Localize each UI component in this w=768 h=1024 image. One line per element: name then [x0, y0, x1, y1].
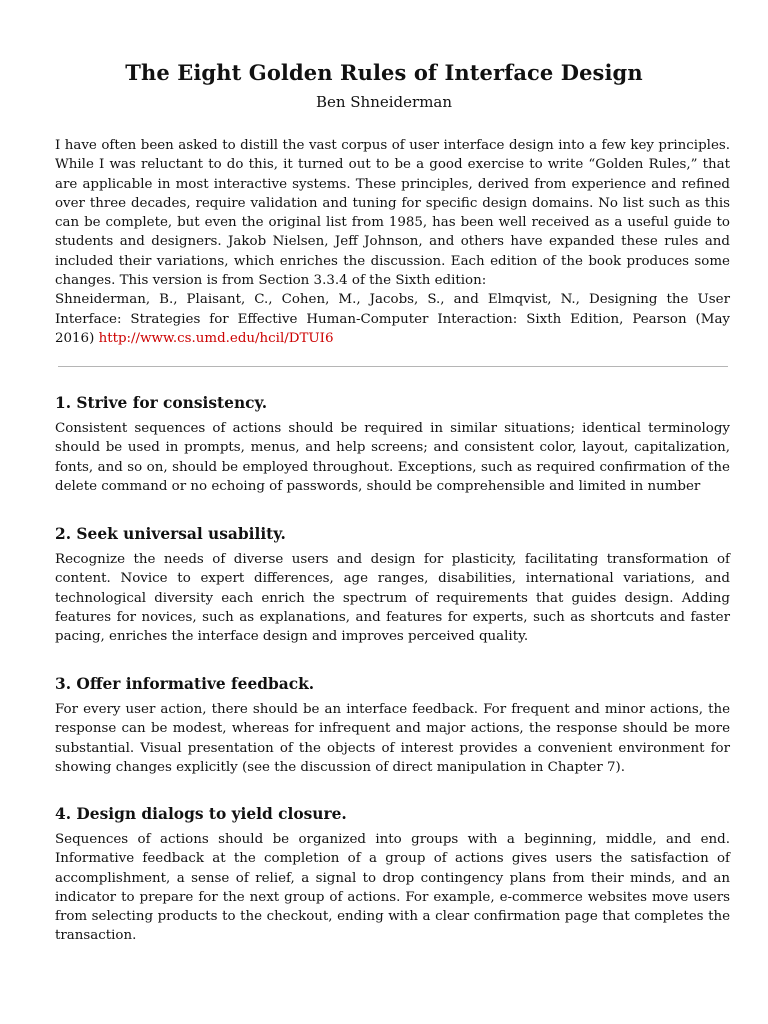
horizontal-divider	[58, 366, 728, 367]
document-author: Ben Shneiderman	[315, 93, 453, 111]
section-heading: 1. Strive for consistency.	[55, 394, 268, 412]
section-heading: 4. Design dialogs to yield closure.	[55, 805, 347, 823]
rule-section-3	[55, 675, 730, 777]
rule-section-1	[55, 394, 730, 496]
citation-text: Shneiderman, B., Plaisant, C., Cohen, M., Jacobs, S., and Elmqvist, N., Designing the User Interface: Strategies for Effective Human-Computer Interaction: Sixth Edition, Pearson (May 2016)	[55, 292, 730, 346]
rule-section-4	[55, 805, 730, 946]
section-body: Recognize the needs of diverse users and design for plasticity, facilitating transformation of content. Novice to expert differences, age ranges, disabilities, international variations, and technological diversity each enrich the spectrum of requirements that guides design. Adding features for novices, such as explanations, and features for experts, such as shortcuts and faster pacing, enriches the interface design and improves perceived quality.	[55, 552, 730, 645]
citation-paragraph	[55, 290, 730, 348]
section-body: For every user action, there should be an interface feedback. For frequent and minor actions, the response can be modest, whereas for infrequent and major actions, the response should be more substantial. Visual presentation of the objects of interest provides a convenient environment for showing changes explicitly (see the discussion of direct manipulation in Chapter 7).	[55, 702, 730, 775]
intro-paragraph: I have often been asked to distill the vast corpus of user interface design into a few key principles. While I was reluctant to do this, it turned out to be a good exercise to write “Golden Rules,” that are applicable in most interactive systems. These principles, derived from experience and refined over three decades, require validation and tuning for specific design domains. No list such as this can be complete, but even the original list from 1985, has been well received as a useful guide to students and designers. Jakob Nielsen, Jeff Johnson, and others have expanded these rules and included their variations, which enriches the discussion. Each edition of the book produces some changes. This version is from Section 3.3.4 of the Sixth edition:	[55, 138, 730, 289]
intro-block	[55, 136, 730, 348]
section-heading: 3. Offer informative feedback.	[55, 675, 315, 693]
dtui6-link[interactable]: http://www.cs.umd.edu/hcil/DTUI6	[98, 330, 334, 346]
document-title: The Eight Golden Rules of Interface Design	[125, 60, 643, 85]
section-heading: 2. Seek universal usability.	[55, 525, 286, 543]
rule-section-2	[55, 525, 730, 646]
section-body: Sequences of actions should be organized into groups with a beginning, middle, and end. Informative feedback at the completion of a group of actions gives users the satisfaction of accomplishment, a sense of relief, a signal to drop contingency plans from their minds, and an indicator to prepare for the next group of actions. For example, e-commerce websites move users from selecting products to the checkout, ending with a clear confirmation page that completes the transaction.	[55, 832, 730, 944]
section-body: Consistent sequences of actions should be required in similar situations; identical terminology should be used in prompts, menus, and help screens; and consistent color, layout, capitalization, fonts, and so on, should be employed throughout. Exceptions, such as required confirmation of the delete command or no echoing of passwords, should be comprehensible and limited in number	[55, 421, 730, 494]
